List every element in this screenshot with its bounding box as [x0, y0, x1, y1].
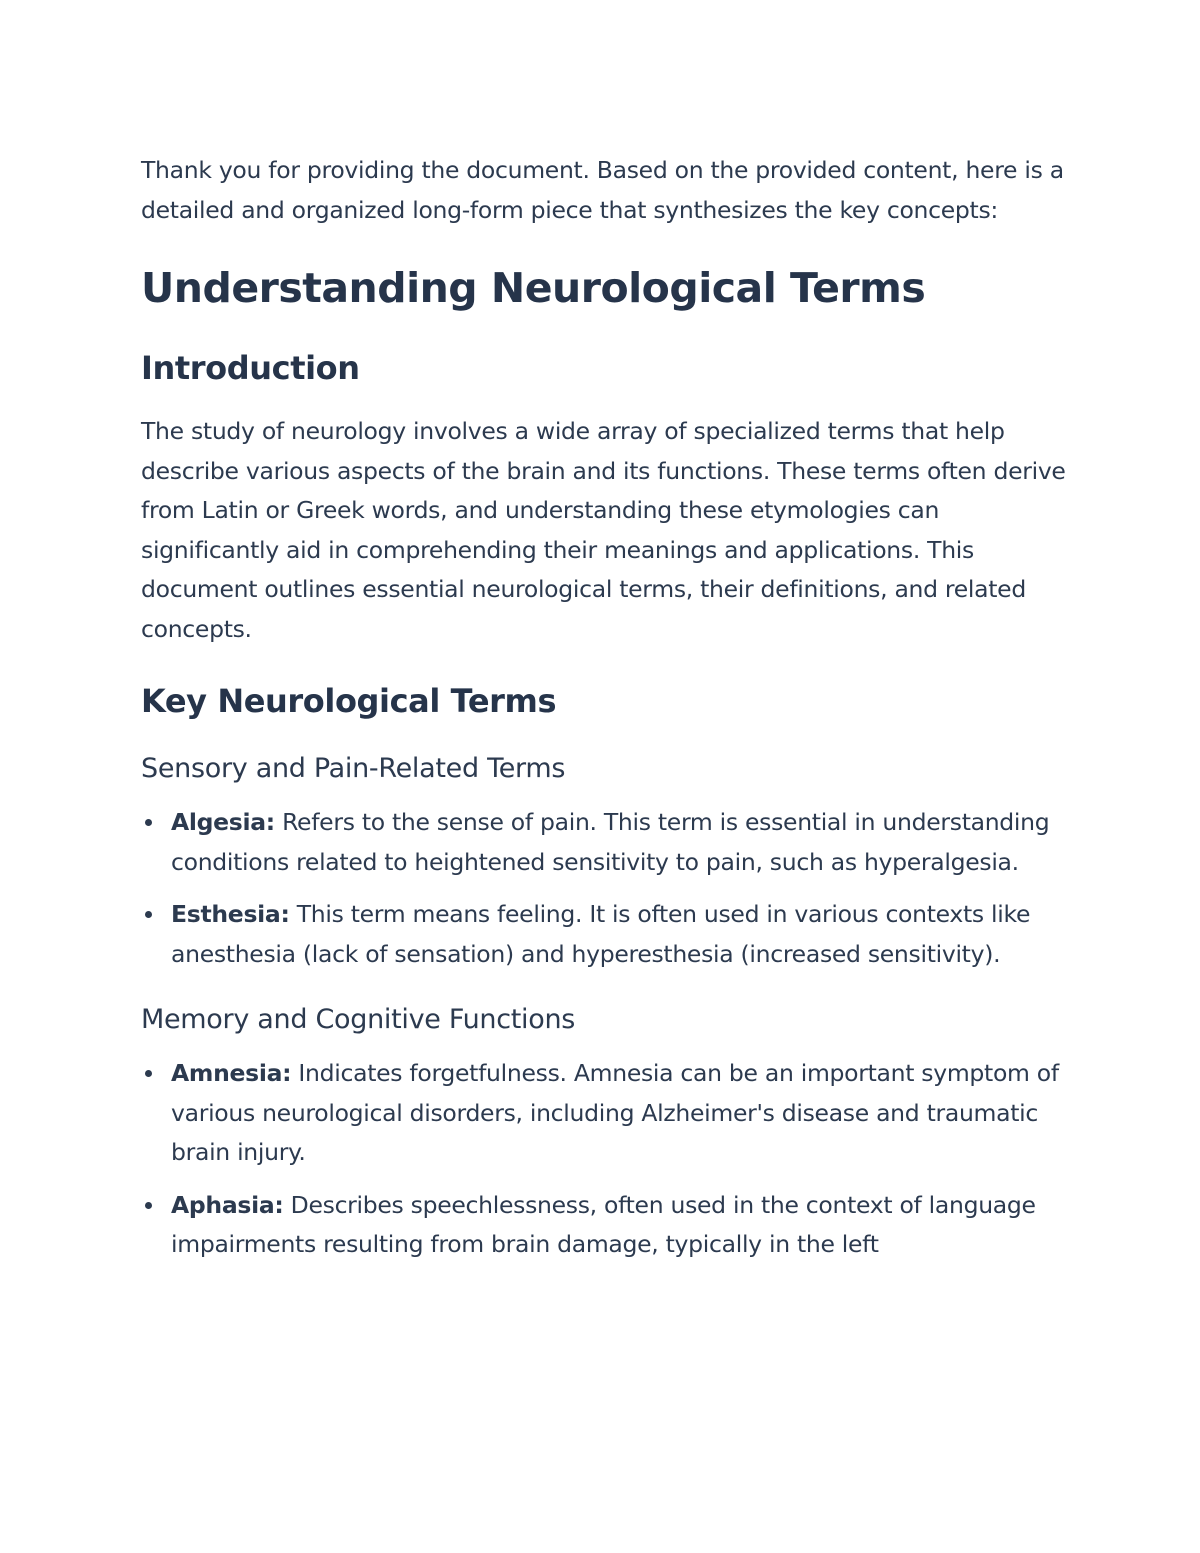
bullet-icon: [145, 1070, 152, 1077]
term-name: Esthesia:: [171, 900, 290, 928]
bullet-icon: [145, 911, 152, 918]
list-item: [141, 803, 1071, 882]
term-definition: Describes speechlessness, often used in the context of language impairments resulting from brain damage, typically in the left: [171, 1190, 1036, 1258]
introduction-heading: Introduction: [141, 349, 360, 387]
list-item: [141, 1186, 1071, 1265]
list-item: [141, 895, 1071, 974]
bullet-icon: [145, 819, 152, 826]
term-name: Aphasia:: [171, 1190, 284, 1219]
sensory-section-heading: Sensory and Pain-Related Terms: [141, 753, 566, 784]
memory-term-list: [141, 1054, 1071, 1265]
term-name: Amnesia:: [171, 1059, 292, 1087]
memory-section-heading: Memory and Cognitive Functions: [141, 1004, 576, 1035]
bullet-icon: [145, 1202, 152, 1209]
introduction-paragraph: The study of neurology involves a wide array of specialized terms that help describe various aspects of the brain and its functions. These terms often derive from Latin or Greek words, and understanding these etymologies can significantly aid in comprehending their meanings and applications. This document outlines essential neurological terms, their definitions, and related concepts.: [141, 417, 1066, 643]
list-item: [141, 1054, 1071, 1173]
sensory-term-list: [141, 803, 1071, 974]
term-definition: Indicates forgetfulness. Amnesia can be an important symptom of various neurological disorders, including Alzheimer's disease and traumatic brain injury.: [171, 1059, 1059, 1166]
term-definition: This term means feeling. It is often used in various contexts like anesthesia (lack of sensation) and hyperesthesia (increased sensitivity).: [171, 900, 1031, 968]
document-title: Understanding Neurological Terms: [141, 264, 926, 312]
term-definition: Refers to the sense of pain. This term is essential in understanding conditions related to heightened sensitivity to pain, such as hyperalgesia.: [171, 808, 1050, 876]
key-terms-heading: Key Neurological Terms: [141, 682, 557, 720]
document-page: [141, 150, 1071, 1278]
intro-paragraph: Thank you for providing the document. Based on the provided content, here is a detailed and organized long-form piece that synthesizes the key concepts:: [141, 156, 1064, 224]
term-name: Algesia:: [171, 808, 275, 836]
